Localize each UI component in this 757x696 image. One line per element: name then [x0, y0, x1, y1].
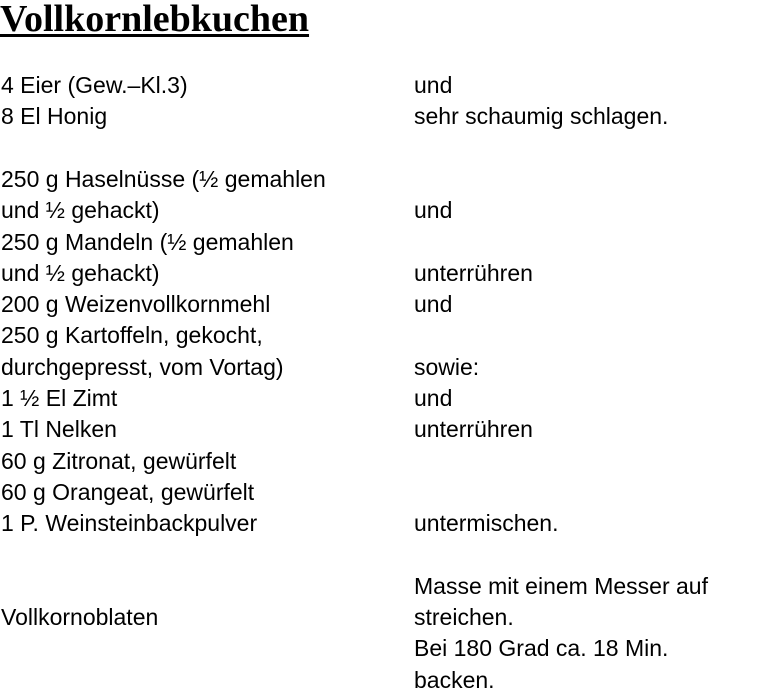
- instruction-text: untermischen.: [414, 510, 559, 537]
- recipe-line: [0, 571, 757, 602]
- ingredient-text: 200 g Weizenvollkornmehl: [1, 291, 271, 318]
- recipe-title: Vollkornlebkuchen: [0, 0, 310, 40]
- recipe-line: [0, 446, 757, 477]
- ingredient-text: Vollkornoblaten: [1, 604, 159, 631]
- recipe-line: [0, 195, 757, 226]
- recipe-line: [0, 352, 757, 383]
- ingredient-text: und ½ gehackt): [1, 259, 160, 286]
- instruction-text: und: [414, 291, 453, 318]
- recipe-line: [0, 133, 757, 164]
- instruction-text: backen.: [414, 666, 495, 693]
- ingredient-text: 4 Eier (Gew.–Kl.3): [1, 72, 188, 98]
- instruction-text: und: [414, 385, 453, 411]
- recipe-line: [0, 227, 757, 258]
- recipe-line: [0, 164, 757, 195]
- instruction-text: sehr schaumig schlagen.: [414, 103, 669, 130]
- recipe-line: [0, 383, 757, 414]
- instruction-text: Bei 180 Grad ca. 18 Min.: [414, 635, 669, 662]
- ingredient-text: 1 P. Weinsteinbackpulver: [1, 510, 258, 537]
- ingredient-text: 250 g Haselnüsse (½ gemahlen: [1, 165, 326, 192]
- recipe-line: [0, 633, 757, 664]
- ingredient-text: 60 g Zitronat, gewürfelt: [1, 447, 237, 474]
- instruction-text: Masse mit einem Messer auf: [414, 572, 708, 599]
- ingredient-text: 250 g Mandeln (½ gemahlen: [1, 228, 294, 255]
- recipe-line: [0, 477, 757, 508]
- ingredient-text: 1 ½ El Zimt: [1, 385, 118, 411]
- ingredient-text: 8 El Honig: [1, 103, 108, 130]
- instruction-text: unterrühren: [414, 259, 533, 286]
- recipe-line: [0, 258, 757, 289]
- instruction-text: streichen.: [414, 604, 514, 631]
- recipe-line: [0, 414, 757, 445]
- recipe-line: [0, 602, 757, 633]
- recipe-line: [0, 289, 757, 320]
- instruction-text: und: [414, 197, 453, 224]
- instruction-text: sowie:: [414, 353, 480, 380]
- ingredient-text: 1 Tl Nelken: [1, 416, 117, 443]
- ingredient-text: 60 g Orangeat, gewürfelt: [1, 478, 255, 505]
- ingredient-text: und ½ gehackt): [1, 197, 160, 224]
- ingredient-text: durchgepresst, vom Vortag): [1, 353, 284, 380]
- recipe-line: [0, 101, 757, 132]
- recipe-line: [0, 540, 757, 571]
- recipe-line: [0, 70, 757, 101]
- instruction-text: und: [414, 72, 453, 98]
- ingredient-text: 250 g Kartoffeln, gekocht,: [1, 322, 263, 349]
- recipe-line: [0, 320, 757, 351]
- recipe-line: [0, 508, 757, 539]
- recipe-line: [0, 665, 757, 696]
- instruction-text: unterrühren: [414, 416, 533, 443]
